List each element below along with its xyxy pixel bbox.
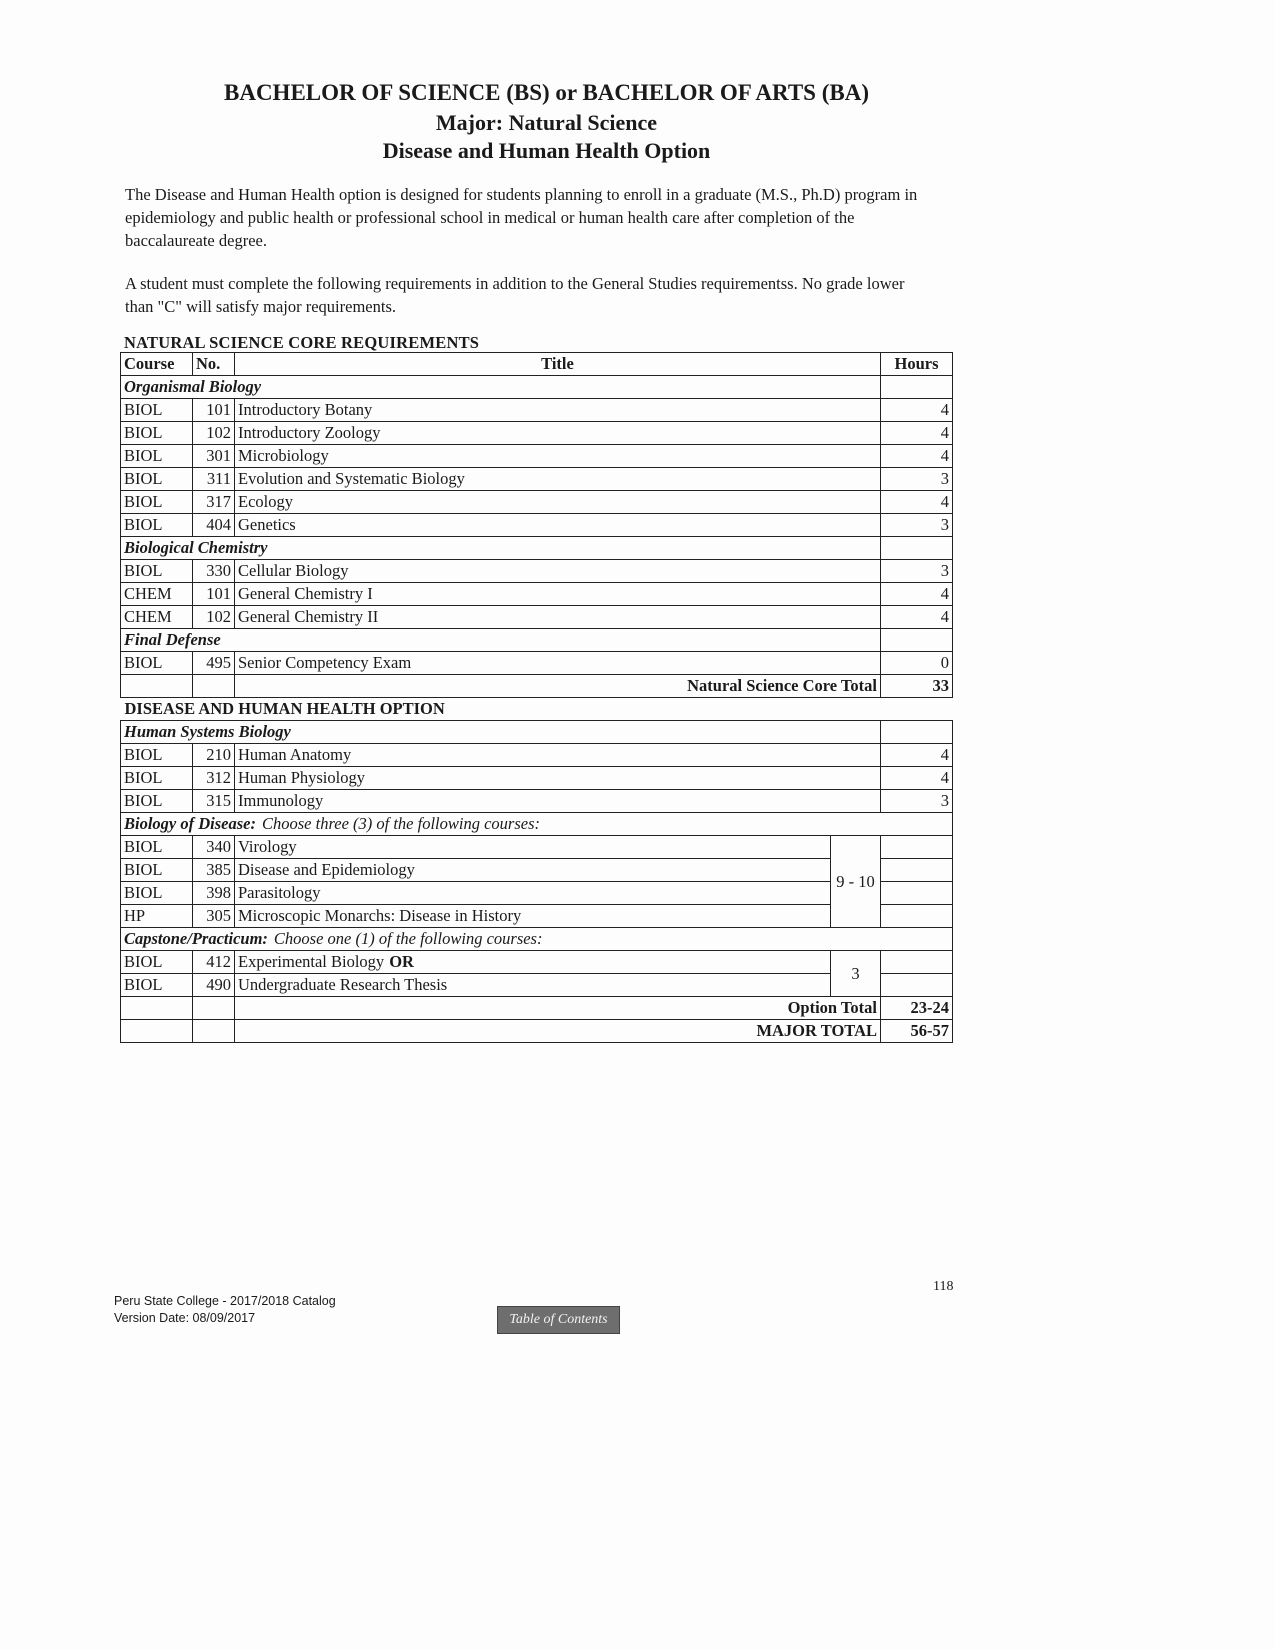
- course-title: Genetics: [235, 514, 881, 537]
- course-number: 340: [193, 836, 235, 859]
- group-hours: 3: [830, 951, 880, 997]
- course-title: [235, 974, 831, 997]
- course-row: [121, 859, 953, 882]
- course-hours: 4: [881, 767, 953, 790]
- course-code: BIOL: [121, 882, 193, 905]
- course-row: [121, 905, 953, 928]
- course-row: [121, 514, 953, 537]
- course-row: [121, 790, 953, 813]
- course-code: BIOL: [121, 767, 193, 790]
- course-code: BIOL: [121, 422, 193, 445]
- course-title: Ecology: [235, 491, 881, 514]
- course-number: 102: [193, 606, 235, 629]
- course-title: Immunology: [235, 790, 881, 813]
- course-title: Microbiology: [235, 445, 881, 468]
- or-connector: OR: [389, 952, 414, 971]
- course-code: BIOL: [121, 399, 193, 422]
- course-hours: 4: [881, 583, 953, 606]
- course-number: 312: [193, 767, 235, 790]
- course-number: 398: [193, 882, 235, 905]
- course-code: BIOL: [121, 859, 193, 882]
- header-no: No.: [193, 353, 235, 376]
- empty-cell: [193, 675, 235, 698]
- header-title: Title: [235, 353, 881, 376]
- group-name: [121, 813, 953, 836]
- course-hours: 4: [881, 399, 953, 422]
- group-row: [121, 721, 953, 744]
- core-total-label: Natural Science Core Total: [235, 675, 881, 698]
- core-total-row: [121, 675, 953, 698]
- course-title: [235, 951, 831, 974]
- empty-cell: [121, 1020, 193, 1043]
- major-total-label: MAJOR TOTAL: [235, 1020, 881, 1043]
- course-hours: 0: [881, 652, 953, 675]
- page-number: 118: [933, 1279, 954, 1294]
- course-number: 101: [193, 399, 235, 422]
- course-row: [121, 583, 953, 606]
- course-number: 330: [193, 560, 235, 583]
- course-number: 495: [193, 652, 235, 675]
- course-hours: 4: [881, 744, 953, 767]
- requirements-paragraph: A student must complete the following requirements in addition to the General Studies requirementss. No grade lower than "C" will satisfy major requirements.: [125, 274, 905, 316]
- table-header-row: [121, 353, 953, 376]
- course-row: [121, 836, 953, 859]
- course-title: [235, 905, 831, 928]
- option-section-row: [121, 698, 953, 721]
- option-total-label: Option Total: [235, 997, 881, 1020]
- group-hours-empty: [881, 721, 953, 744]
- course-code: CHEM: [121, 583, 193, 606]
- table-of-contents-button[interactable]: Table of Contents: [497, 1306, 620, 1334]
- header-course: Course: [121, 353, 193, 376]
- group-name: Human Systems Biology: [121, 721, 881, 744]
- version-date: Version Date: 08/09/2017: [114, 1311, 256, 1325]
- requirements-table: [120, 352, 953, 1043]
- catalog-name: Peru State College - 2017/2018 Catalog: [114, 1294, 336, 1308]
- course-title-text: Virology: [238, 837, 297, 856]
- course-number: 490: [193, 974, 235, 997]
- group-note: Choose three (3) of the following courses:: [261, 814, 541, 833]
- empty-cell: [193, 997, 235, 1020]
- course-hours: 4: [881, 491, 953, 514]
- group-name: Biological Chemistry: [121, 537, 881, 560]
- course-row: [121, 744, 953, 767]
- empty-cell: [881, 698, 953, 721]
- course-number: 412: [193, 951, 235, 974]
- header-hours: Hours: [881, 353, 953, 376]
- course-title: Introductory Botany: [235, 399, 881, 422]
- course-title-text: Parasitology: [238, 883, 321, 902]
- major-total-value: 56-57: [881, 1020, 953, 1043]
- course-number: 102: [193, 422, 235, 445]
- course-row: [121, 491, 953, 514]
- course-number: 311: [193, 468, 235, 491]
- course-code: BIOL: [121, 652, 193, 675]
- course-code: BIOL: [121, 514, 193, 537]
- course-hours: 3: [881, 468, 953, 491]
- group-name: Organismal Biology: [121, 376, 881, 399]
- course-title: [235, 859, 831, 882]
- major-total-row: [121, 1020, 953, 1043]
- course-hours: 3: [881, 514, 953, 537]
- option-title: Disease and Human Health Option: [382, 138, 711, 163]
- degree-title: BACHELOR OF SCIENCE (BS) or BACHELOR OF ARTS (BA): [224, 80, 869, 105]
- group-row: [121, 537, 953, 560]
- group-row: [121, 629, 953, 652]
- group-hours-empty: [881, 537, 953, 560]
- course-title: General Chemistry I: [235, 583, 881, 606]
- group-hours-empty: [881, 629, 953, 652]
- course-row: [121, 399, 953, 422]
- course-number: 301: [193, 445, 235, 468]
- catalog-footer: [114, 1293, 336, 1327]
- option-total-value: 23-24: [881, 997, 953, 1020]
- course-code: BIOL: [121, 491, 193, 514]
- course-title: General Chemistry II: [235, 606, 881, 629]
- course-hours-empty: [881, 905, 953, 928]
- option-total-row: [121, 997, 953, 1020]
- course-row: [121, 468, 953, 491]
- course-hours: 3: [881, 560, 953, 583]
- course-hours-empty: [881, 974, 953, 997]
- course-hours: 4: [881, 606, 953, 629]
- intro-paragraph: The Disease and Human Health option is designed for students planning to enroll in a graduate (M.S., Ph.D) program in epidemiology and public health or professional school in medical or human health care after completion of the baccalaureate degree.: [125, 185, 918, 250]
- course-number: 305: [193, 905, 235, 928]
- course-hours: 4: [881, 422, 953, 445]
- group-row: [121, 928, 953, 951]
- empty-cell: [121, 675, 193, 698]
- course-code: BIOL: [121, 974, 193, 997]
- course-row: [121, 445, 953, 468]
- course-code: BIOL: [121, 951, 193, 974]
- course-row: [121, 560, 953, 583]
- group-name: Final Defense: [121, 629, 881, 652]
- empty-cell: [121, 997, 193, 1020]
- course-code: CHEM: [121, 606, 193, 629]
- course-title-text: Disease and Epidemiology: [238, 860, 415, 879]
- course-number: 317: [193, 491, 235, 514]
- course-title: Senior Competency Exam: [235, 652, 881, 675]
- course-title: Introductory Zoology: [235, 422, 881, 445]
- course-title: [235, 836, 831, 859]
- group-note: Choose one (1) of the following courses:: [273, 929, 543, 948]
- course-row: [121, 974, 953, 997]
- group-row: [121, 376, 953, 399]
- group-label: Capstone/Practicum:: [124, 929, 268, 948]
- core-total-value: 33: [881, 675, 953, 698]
- course-title: Human Anatomy: [235, 744, 881, 767]
- course-row: [121, 652, 953, 675]
- course-title-text: Microscopic Monarchs: Disease in History: [238, 906, 522, 925]
- course-row: [121, 767, 953, 790]
- course-number: 404: [193, 514, 235, 537]
- course-number: 101: [193, 583, 235, 606]
- course-title-text: Experimental Biology: [238, 952, 385, 971]
- course-number: 210: [193, 744, 235, 767]
- course-code: HP: [121, 905, 193, 928]
- course-row: [121, 882, 953, 905]
- empty-cell: [193, 1020, 235, 1043]
- major-title: Major: Natural Science: [435, 110, 658, 135]
- course-title: [235, 882, 831, 905]
- group-hours: 9 - 10: [830, 836, 880, 928]
- core-section-title: NATURAL SCIENCE CORE REQUIREMENTS: [124, 333, 480, 352]
- course-title: Human Physiology: [235, 767, 881, 790]
- course-row: [121, 606, 953, 629]
- course-number: 385: [193, 859, 235, 882]
- course-hours: 4: [881, 445, 953, 468]
- group-name: [121, 928, 953, 951]
- course-hours-empty: [881, 859, 953, 882]
- course-code: BIOL: [121, 744, 193, 767]
- course-hours-empty: [881, 951, 953, 974]
- course-row: [121, 951, 953, 974]
- course-code: BIOL: [121, 836, 193, 859]
- course-title-text: Undergraduate Research Thesis: [238, 975, 448, 994]
- course-hours-empty: [881, 882, 953, 905]
- course-number: 315: [193, 790, 235, 813]
- group-row: [121, 813, 953, 836]
- course-hours: 3: [881, 790, 953, 813]
- course-code: BIOL: [121, 790, 193, 813]
- course-code: BIOL: [121, 468, 193, 491]
- course-row: [121, 422, 953, 445]
- course-title: Evolution and Systematic Biology: [235, 468, 881, 491]
- course-title: Cellular Biology: [235, 560, 881, 583]
- course-code: BIOL: [121, 560, 193, 583]
- course-code: BIOL: [121, 445, 193, 468]
- group-hours-empty: [881, 376, 953, 399]
- course-hours-empty: [881, 836, 953, 859]
- option-section-title: DISEASE AND HUMAN HEALTH OPTION: [121, 698, 881, 721]
- group-label: Biology of Disease:: [124, 814, 256, 833]
